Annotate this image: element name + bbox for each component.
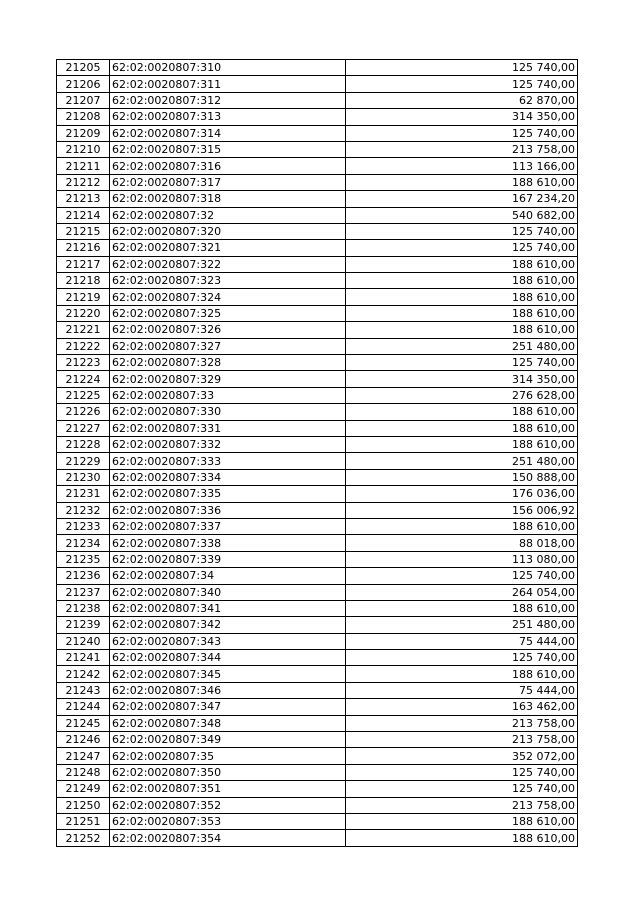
table-row	[57, 109, 578, 125]
amount-cell: 125 740,00	[346, 764, 578, 780]
table-row	[57, 600, 578, 616]
cadastral-number-cell: 62:02:0020807:343	[110, 633, 346, 649]
cadastral-number-cell: 62:02:0020807:350	[110, 764, 346, 780]
table-row	[57, 158, 578, 174]
cadastral-number-cell: 62:02:0020807:354	[110, 830, 346, 846]
table-row	[57, 191, 578, 207]
row-number-cell: 21236	[57, 568, 110, 584]
table-row	[57, 666, 578, 682]
row-number-cell: 21232	[57, 502, 110, 518]
table-body	[57, 60, 578, 847]
row-number-cell: 21247	[57, 748, 110, 764]
row-number-cell: 21229	[57, 453, 110, 469]
row-number-cell: 21250	[57, 797, 110, 813]
amount-cell: 188 610,00	[346, 666, 578, 682]
row-number-cell: 21251	[57, 813, 110, 829]
cadastral-number-cell: 62:02:0020807:314	[110, 125, 346, 141]
table-row	[57, 256, 578, 272]
amount-cell: 251 480,00	[346, 338, 578, 354]
amount-cell: 188 610,00	[346, 322, 578, 338]
table-row	[57, 76, 578, 92]
amount-cell: 125 740,00	[346, 76, 578, 92]
table-row	[57, 797, 578, 813]
cadastral-number-cell: 62:02:0020807:342	[110, 617, 346, 633]
cadastral-number-cell: 62:02:0020807:315	[110, 141, 346, 157]
cadastral-number-cell: 62:02:0020807:320	[110, 223, 346, 239]
row-number-cell: 21252	[57, 830, 110, 846]
table-row	[57, 322, 578, 338]
amount-cell: 125 740,00	[346, 355, 578, 371]
amount-cell: 213 758,00	[346, 141, 578, 157]
cadastral-number-cell: 62:02:0020807:321	[110, 240, 346, 256]
table-row	[57, 273, 578, 289]
amount-cell: 176 036,00	[346, 486, 578, 502]
amount-cell: 188 610,00	[346, 830, 578, 846]
amount-cell: 167 234,20	[346, 191, 578, 207]
table-row	[57, 699, 578, 715]
amount-cell: 75 444,00	[346, 633, 578, 649]
amount-cell: 188 610,00	[346, 289, 578, 305]
row-number-cell: 21205	[57, 60, 110, 76]
table-row	[57, 305, 578, 321]
amount-cell: 125 740,00	[346, 223, 578, 239]
amount-cell: 125 740,00	[346, 650, 578, 666]
row-number-cell: 21210	[57, 141, 110, 157]
cadastral-number-cell: 62:02:0020807:336	[110, 502, 346, 518]
table-row	[57, 355, 578, 371]
cadastral-number-cell: 62:02:0020807:325	[110, 305, 346, 321]
table-row	[57, 174, 578, 190]
amount-cell: 251 480,00	[346, 617, 578, 633]
row-number-cell: 21208	[57, 109, 110, 125]
row-number-cell: 21248	[57, 764, 110, 780]
table-row	[57, 584, 578, 600]
cadastral-number-cell: 62:02:0020807:334	[110, 469, 346, 485]
cadastral-number-cell: 62:02:0020807:32	[110, 207, 346, 223]
cadastral-number-cell: 62:02:0020807:351	[110, 781, 346, 797]
row-number-cell: 21217	[57, 256, 110, 272]
table-row	[57, 436, 578, 452]
cadastral-number-cell: 62:02:0020807:317	[110, 174, 346, 190]
amount-cell: 113 080,00	[346, 551, 578, 567]
row-number-cell: 21242	[57, 666, 110, 682]
amount-cell: 125 740,00	[346, 781, 578, 797]
table-row	[57, 387, 578, 403]
amount-cell: 540 682,00	[346, 207, 578, 223]
table-row	[57, 781, 578, 797]
amount-cell: 125 740,00	[346, 240, 578, 256]
amount-cell: 213 758,00	[346, 797, 578, 813]
cadastral-number-cell: 62:02:0020807:348	[110, 715, 346, 731]
row-number-cell: 21235	[57, 551, 110, 567]
row-number-cell: 21237	[57, 584, 110, 600]
row-number-cell: 21225	[57, 387, 110, 403]
table-row	[57, 617, 578, 633]
table-row	[57, 486, 578, 502]
table-row	[57, 60, 578, 76]
row-number-cell: 21241	[57, 650, 110, 666]
row-number-cell: 21209	[57, 125, 110, 141]
amount-cell: 188 610,00	[346, 273, 578, 289]
table-row	[57, 207, 578, 223]
cadastral-number-cell: 62:02:0020807:318	[110, 191, 346, 207]
cadastral-value-table	[56, 59, 578, 847]
row-number-cell: 21216	[57, 240, 110, 256]
cadastral-number-cell: 62:02:0020807:311	[110, 76, 346, 92]
row-number-cell: 21240	[57, 633, 110, 649]
row-number-cell: 21214	[57, 207, 110, 223]
amount-cell: 62 870,00	[346, 92, 578, 108]
cadastral-number-cell: 62:02:0020807:34	[110, 568, 346, 584]
amount-cell: 125 740,00	[346, 125, 578, 141]
cadastral-number-cell: 62:02:0020807:316	[110, 158, 346, 174]
row-number-cell: 21215	[57, 223, 110, 239]
amount-cell: 314 350,00	[346, 109, 578, 125]
row-number-cell: 21211	[57, 158, 110, 174]
cadastral-number-cell: 62:02:0020807:340	[110, 584, 346, 600]
row-number-cell: 21233	[57, 518, 110, 534]
table-row	[57, 453, 578, 469]
table-row	[57, 338, 578, 354]
row-number-cell: 21220	[57, 305, 110, 321]
table-row	[57, 732, 578, 748]
row-number-cell: 21213	[57, 191, 110, 207]
table-row	[57, 650, 578, 666]
table-row	[57, 371, 578, 387]
table-row	[57, 141, 578, 157]
amount-cell: 150 888,00	[346, 469, 578, 485]
amount-cell: 156 006,92	[346, 502, 578, 518]
row-number-cell: 21239	[57, 617, 110, 633]
row-number-cell: 21212	[57, 174, 110, 190]
amount-cell: 264 054,00	[346, 584, 578, 600]
cadastral-number-cell: 62:02:0020807:310	[110, 60, 346, 76]
amount-cell: 88 018,00	[346, 535, 578, 551]
row-number-cell: 21243	[57, 682, 110, 698]
amount-cell: 125 740,00	[346, 60, 578, 76]
cadastral-number-cell: 62:02:0020807:331	[110, 420, 346, 436]
cadastral-number-cell: 62:02:0020807:347	[110, 699, 346, 715]
cadastral-number-cell: 62:02:0020807:341	[110, 600, 346, 616]
cadastral-number-cell: 62:02:0020807:346	[110, 682, 346, 698]
row-number-cell: 21246	[57, 732, 110, 748]
table-row	[57, 125, 578, 141]
amount-cell: 125 740,00	[346, 568, 578, 584]
row-number-cell: 21207	[57, 92, 110, 108]
table-row	[57, 813, 578, 829]
cadastral-number-cell: 62:02:0020807:323	[110, 273, 346, 289]
amount-cell: 251 480,00	[346, 453, 578, 469]
row-number-cell: 21244	[57, 699, 110, 715]
cadastral-number-cell: 62:02:0020807:312	[110, 92, 346, 108]
cadastral-number-cell: 62:02:0020807:353	[110, 813, 346, 829]
table-row	[57, 535, 578, 551]
amount-cell: 163 462,00	[346, 699, 578, 715]
amount-cell: 213 758,00	[346, 732, 578, 748]
row-number-cell: 21219	[57, 289, 110, 305]
cadastral-number-cell: 62:02:0020807:330	[110, 404, 346, 420]
cadastral-number-cell: 62:02:0020807:324	[110, 289, 346, 305]
table-row	[57, 240, 578, 256]
table-row	[57, 748, 578, 764]
table-row	[57, 289, 578, 305]
row-number-cell: 21234	[57, 535, 110, 551]
amount-cell: 75 444,00	[346, 682, 578, 698]
table-row	[57, 469, 578, 485]
table-row	[57, 633, 578, 649]
cadastral-number-cell: 62:02:0020807:339	[110, 551, 346, 567]
row-number-cell: 21223	[57, 355, 110, 371]
cadastral-number-cell: 62:02:0020807:333	[110, 453, 346, 469]
row-number-cell: 21218	[57, 273, 110, 289]
row-number-cell: 21231	[57, 486, 110, 502]
amount-cell: 352 072,00	[346, 748, 578, 764]
cadastral-number-cell: 62:02:0020807:327	[110, 338, 346, 354]
cadastral-number-cell: 62:02:0020807:335	[110, 486, 346, 502]
row-number-cell: 21245	[57, 715, 110, 731]
row-number-cell: 21222	[57, 338, 110, 354]
amount-cell: 276 628,00	[346, 387, 578, 403]
table-row	[57, 404, 578, 420]
cadastral-number-cell: 62:02:0020807:332	[110, 436, 346, 452]
cadastral-number-cell: 62:02:0020807:322	[110, 256, 346, 272]
row-number-cell: 21228	[57, 436, 110, 452]
cadastral-number-cell: 62:02:0020807:352	[110, 797, 346, 813]
cadastral-number-cell: 62:02:0020807:344	[110, 650, 346, 666]
row-number-cell: 21206	[57, 76, 110, 92]
amount-cell: 213 758,00	[346, 715, 578, 731]
table-row	[57, 420, 578, 436]
row-number-cell: 21227	[57, 420, 110, 436]
row-number-cell: 21224	[57, 371, 110, 387]
amount-cell: 188 610,00	[346, 305, 578, 321]
cadastral-number-cell: 62:02:0020807:326	[110, 322, 346, 338]
table-row	[57, 682, 578, 698]
table-row	[57, 830, 578, 846]
table-row	[57, 551, 578, 567]
cadastral-number-cell: 62:02:0020807:337	[110, 518, 346, 534]
amount-cell: 113 166,00	[346, 158, 578, 174]
table-row	[57, 92, 578, 108]
row-number-cell: 21226	[57, 404, 110, 420]
cadastral-number-cell: 62:02:0020807:349	[110, 732, 346, 748]
row-number-cell: 21249	[57, 781, 110, 797]
cadastral-number-cell: 62:02:0020807:345	[110, 666, 346, 682]
amount-cell: 188 610,00	[346, 436, 578, 452]
cadastral-number-cell: 62:02:0020807:35	[110, 748, 346, 764]
amount-cell: 314 350,00	[346, 371, 578, 387]
table-row	[57, 764, 578, 780]
row-number-cell: 21230	[57, 469, 110, 485]
amount-cell: 188 610,00	[346, 813, 578, 829]
cadastral-number-cell: 62:02:0020807:33	[110, 387, 346, 403]
cadastral-number-cell: 62:02:0020807:338	[110, 535, 346, 551]
cadastral-number-cell: 62:02:0020807:329	[110, 371, 346, 387]
amount-cell: 188 610,00	[346, 404, 578, 420]
amount-cell: 188 610,00	[346, 174, 578, 190]
table-row	[57, 715, 578, 731]
table-row	[57, 223, 578, 239]
table-row	[57, 568, 578, 584]
amount-cell: 188 610,00	[346, 420, 578, 436]
table-row	[57, 518, 578, 534]
row-number-cell: 21238	[57, 600, 110, 616]
cadastral-number-cell: 62:02:0020807:313	[110, 109, 346, 125]
row-number-cell: 21221	[57, 322, 110, 338]
table-row	[57, 502, 578, 518]
cadastral-number-cell: 62:02:0020807:328	[110, 355, 346, 371]
amount-cell: 188 610,00	[346, 518, 578, 534]
amount-cell: 188 610,00	[346, 600, 578, 616]
amount-cell: 188 610,00	[346, 256, 578, 272]
